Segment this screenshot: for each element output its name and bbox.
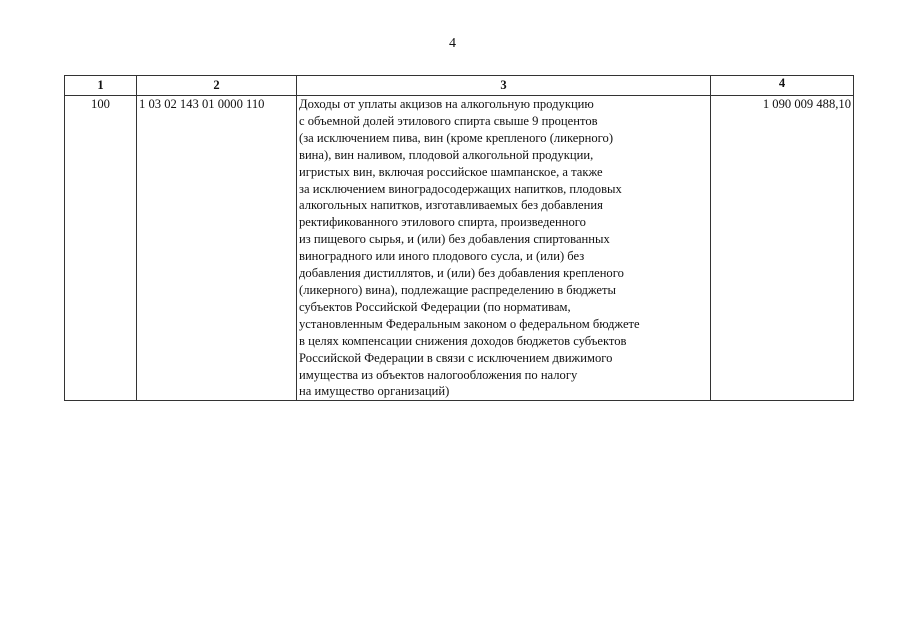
revenue-table <box>64 75 854 401</box>
description-line: (ликерного) вина), подлежащие распределению в бюджеты <box>299 282 616 297</box>
column-header-2: 2 <box>137 76 297 96</box>
revenue-code-cell: 1 03 02 143 01 0000 110 <box>137 96 297 401</box>
description-line: ректификованного этилового спирта, произведенного <box>299 215 586 230</box>
description-line: из пищевого сырья, и (или) без добавления спиртованных <box>299 232 610 247</box>
column-header-4: 4 <box>711 76 854 96</box>
table-row <box>65 96 854 401</box>
description-line: (за исключением пива, вин (кроме крепленого (ликерного) <box>299 130 614 145</box>
amount-cell: 1 090 009 488,10 <box>711 96 854 401</box>
description-line: Российской Федерации в связи с исключением движимого <box>299 350 613 365</box>
description-line: установленным Федеральным законом о федеральном бюджете <box>299 316 640 331</box>
header-row <box>65 76 854 96</box>
description-line: добавления дистиллятов, и (или) без добавления крепленого <box>299 266 624 281</box>
description-line: алкогольных напитков, изготавливаемых без добавления <box>299 198 603 213</box>
column-header-3: 3 <box>297 76 711 96</box>
table-header <box>65 76 854 96</box>
description-line: вина), вин наливом, плодовой алкогольной продукции, <box>299 147 594 162</box>
description-cell <box>297 96 711 401</box>
description-line: субъектов Российской Федерации (по нормативам, <box>299 299 571 314</box>
description-line: имущества из объектов налогообложения по налогу <box>299 367 578 382</box>
description-line: в целях компенсации снижения доходов бюджетов субъектов <box>299 333 627 348</box>
description-line: на имущество организаций) <box>299 384 450 399</box>
column-header-1: 1 <box>65 76 137 96</box>
description-line: за исключением виноградосодержащих напитков, плодовых <box>299 181 622 196</box>
page-number: 4 <box>449 36 456 51</box>
description-line: виноградного или иного плодового сусла, и (или) без <box>299 249 585 264</box>
description-line: с объемной долей этилового спирта свыше 9 процентов <box>299 113 598 128</box>
description-line: Доходы от уплаты акцизов на алкогольную продукцию <box>299 97 594 111</box>
row-number-cell: 100 <box>65 96 137 401</box>
description-line: игристых вин, включая российское шампанское, а также <box>299 164 603 179</box>
